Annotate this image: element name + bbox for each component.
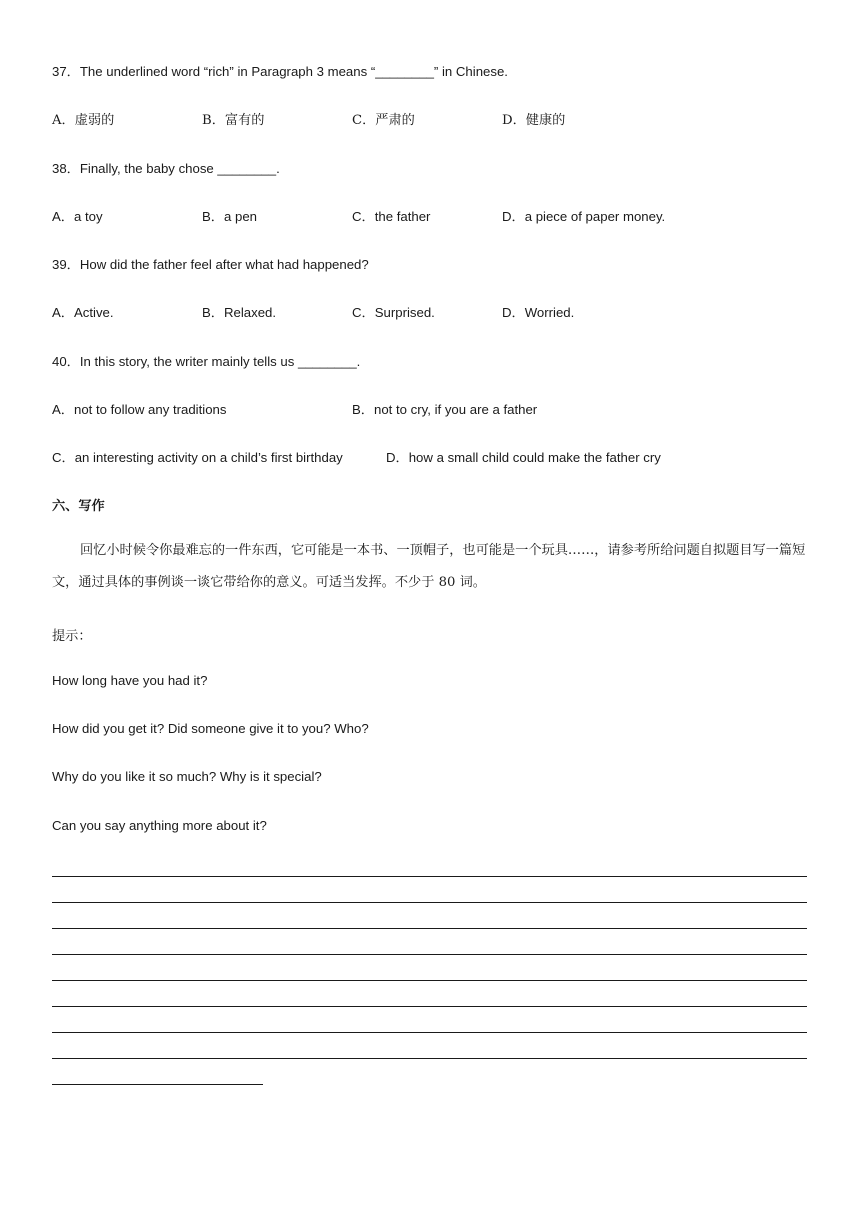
q39-option-a: A．Active. bbox=[52, 305, 114, 320]
q37-option-c: C．严肃的 bbox=[352, 113, 415, 128]
q40-option-c: C．an interesting activity on a child’s first birthday bbox=[52, 450, 343, 465]
q40-option-b: B．not to cry, if you are a father bbox=[352, 402, 538, 417]
q39-option-c: C．Surprised. bbox=[352, 305, 435, 320]
q38-option-d: D．a piece of paper money. bbox=[502, 209, 666, 224]
question-37-stem: 37．The underlined word “rich” in Paragraph 3 means “________” in Chinese. bbox=[52, 64, 508, 79]
answer-line bbox=[52, 876, 807, 877]
q40-option-a: A．not to follow any traditions bbox=[52, 402, 227, 417]
answer-line bbox=[52, 1058, 807, 1059]
q37-option-b: B．富有的 bbox=[202, 113, 265, 128]
hint-2: How did you get it? Did someone give it to you? Who? bbox=[52, 721, 369, 736]
question-38-stem: 38．Finally, the baby chose ________. bbox=[52, 161, 280, 176]
q38-option-c: C．the father bbox=[352, 209, 431, 224]
q39-option-b: B．Relaxed. bbox=[202, 305, 277, 320]
hint-label: 提示： bbox=[52, 629, 92, 644]
q39-option-d: D．Worried. bbox=[502, 305, 575, 320]
q37-option-a: A．虚弱的 bbox=[52, 113, 115, 128]
q38-option-b: B．a pen bbox=[202, 209, 257, 224]
q37-option-d: D．健康的 bbox=[502, 113, 566, 128]
answer-line bbox=[52, 954, 807, 955]
hint-1: How long have you had it? bbox=[52, 673, 208, 688]
answer-line bbox=[52, 928, 807, 929]
question-40-stem: 40．In this story, the writer mainly tells us ________. bbox=[52, 354, 361, 369]
writing-heading: 六、写作 bbox=[52, 499, 105, 514]
answer-line bbox=[52, 1006, 807, 1007]
answer-line-last bbox=[52, 1084, 263, 1085]
question-39-stem: 39．How did the father feel after what had happened? bbox=[52, 257, 369, 272]
q38-option-a: A．a toy bbox=[52, 209, 103, 224]
answer-line bbox=[52, 1032, 807, 1033]
hint-4: Can you say anything more about it? bbox=[52, 818, 267, 833]
hint-3: Why do you like it so much? Why is it special? bbox=[52, 769, 322, 784]
answer-line bbox=[52, 902, 807, 903]
q40-option-d: D．how a small child could make the father cry bbox=[386, 450, 661, 465]
answer-line bbox=[52, 980, 807, 981]
writing-prompt: 回忆小时候令你最难忘的一件东西，它可能是一本书、一顶帽子，也可能是一个玩具……，请参考所给问题自拟题目写一篇短文，通过具体的事例谈一谈它带给你的意义。可适当发挥。不少于 80 词。 bbox=[52, 543, 806, 590]
